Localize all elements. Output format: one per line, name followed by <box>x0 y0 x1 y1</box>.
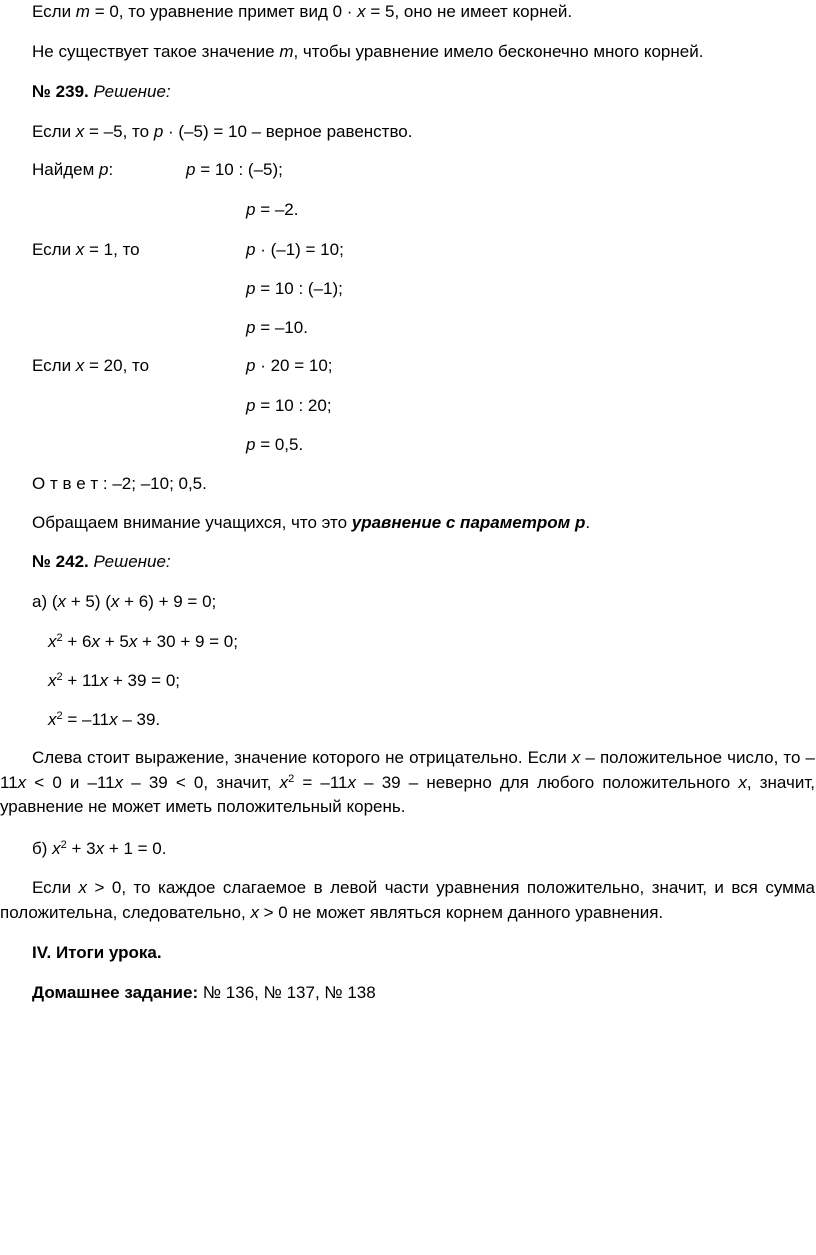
equation-p-minus10: p = –10. <box>246 318 308 337</box>
section-iv-heading: IV. Итоги урока. <box>32 943 162 962</box>
explanation-paragraph-a: Слева стоит выражение, значение которого не отрицательно. Если x – положительное число, то –11x < 0 и –11x – 39 < 0, значит, $x^2 = -11x - 39$ – неверно для любого положительного x, значит, уравнение не может иметь положительный корень. <box>0 748 815 816</box>
text-line-no-m: Не существует такое значение m, чтобы уравнение имело бесконечно много корней. <box>32 42 704 61</box>
if-x-20-label: Если x = 20, то <box>32 356 150 375</box>
text-line-m-zero: Если m = 0, то уравнение примет вид 0 · x = 5, оно не имеет корней. <box>32 2 573 21</box>
equation-p-10-div-minus1: p = 10 : (–1); <box>246 279 343 298</box>
equation-a-product: а) (x + 5) (x + 6) + 9 = 0; <box>32 592 217 611</box>
equation-p-10-div-20: p = 10 : 20; <box>246 396 332 415</box>
equation-p-times-minus1: p · (–1) = 10; <box>246 240 344 259</box>
problem-239-heading: № 239. Решение: <box>32 82 171 101</box>
equation-a-rearranged: $x^2 = -11x - 39$. <box>48 710 161 729</box>
equation-p-minus2: p = –2. <box>246 200 299 219</box>
homework-line: Домашнее задание: № 136, № 137, № 138 <box>32 983 376 1002</box>
if-x-1-label: Если x = 1, то <box>32 240 140 259</box>
equation-p-10-div-minus5: p = 10 : (–5); <box>186 160 283 179</box>
find-p-label: Найдем p: <box>32 160 114 179</box>
problem-242-heading: № 242. Решение: <box>32 552 171 571</box>
text-line-x-minus5: Если x = –5, то p · (–5) = 10 – верное равенство. <box>32 122 413 141</box>
equation-b: б) $x^2 + 3x + 1 = 0$. <box>32 839 167 858</box>
equation-p-times-20: p · 20 = 10; <box>246 356 333 375</box>
note-parameter-equation: Обращаем внимание учащихся, что это уравнение с параметром p. <box>32 513 591 532</box>
explanation-paragraph-b: Если x > 0, то каждое слагаемое в левой части уравнения положительно, значит, и вся сумма положительна, следовательно, x > 0 не может являться корнем данного уравнения. <box>0 878 815 922</box>
equation-p-0-5: p = 0,5. <box>246 435 304 454</box>
equation-a-expanded: $x^2 + 6x + 5x + 30 + 9 = 0$; <box>48 632 238 651</box>
equation-a-simplified: $x^2 + 11x + 39 = 0$; <box>48 671 180 690</box>
answer-239: О т в е т : –2; –10; 0,5. <box>32 474 207 493</box>
